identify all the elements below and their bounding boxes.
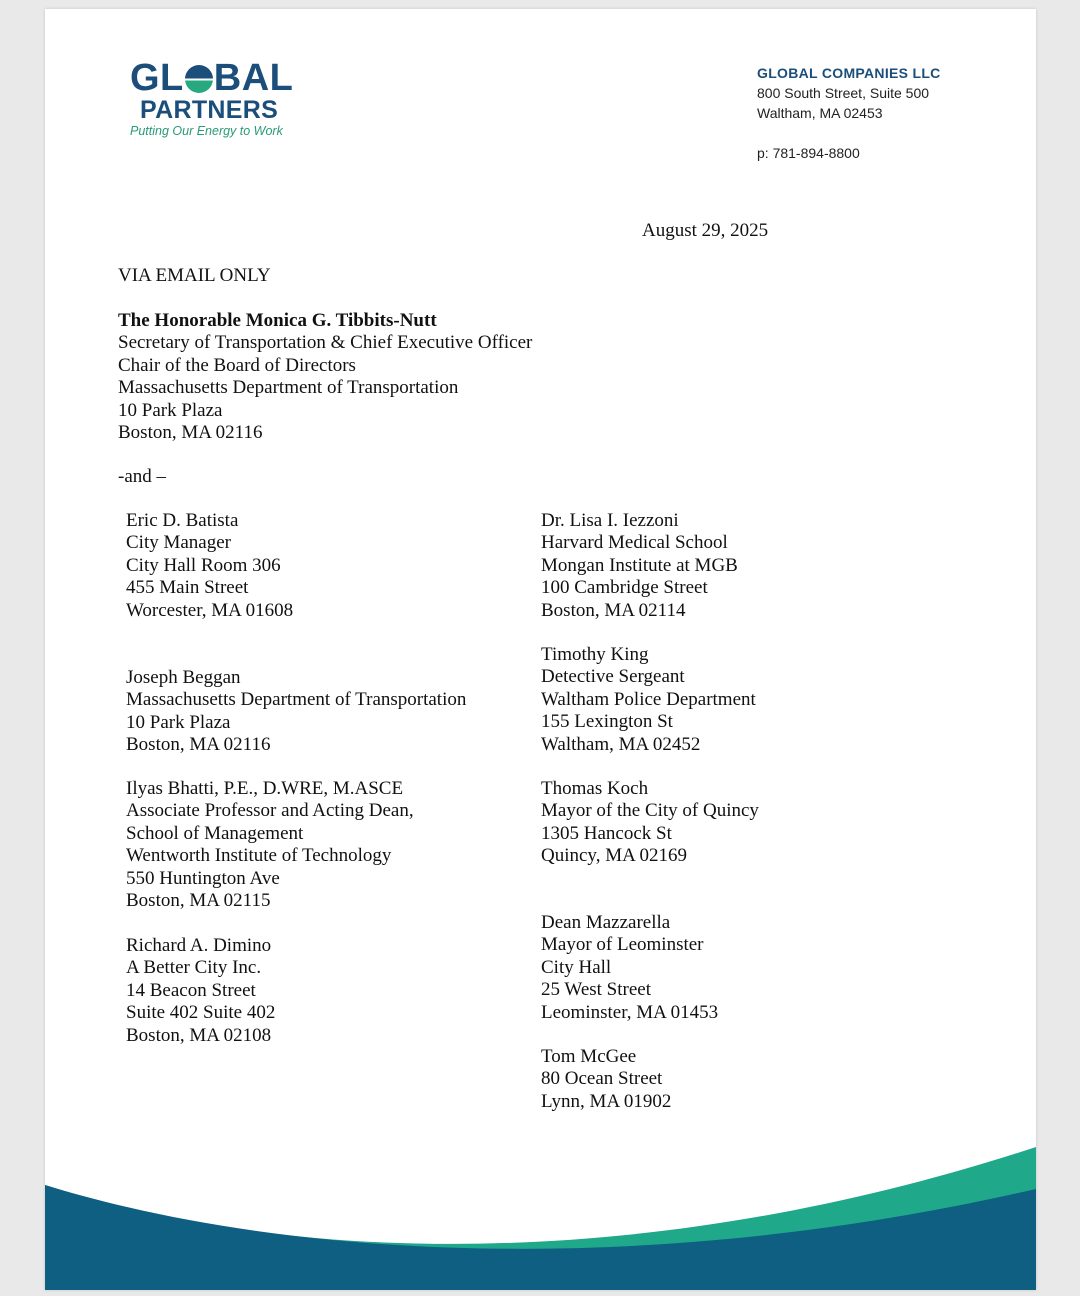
recipient-line: 155 Lexington St xyxy=(541,711,673,733)
letterhead-company: GLOBAL COMPANIES LLC xyxy=(757,65,941,81)
primary-recipient xyxy=(118,310,532,444)
recipient-line: Mongan Institute at MGB xyxy=(541,554,738,576)
recipient-address-block xyxy=(126,935,275,1047)
recipient-line: City Hall Room 306 xyxy=(126,554,281,576)
recipient-line: Waltham Police Department xyxy=(541,688,756,710)
recipient-line: Associate Professor and Acting Dean, xyxy=(126,800,414,822)
recipient-name: Ilyas Bhatti, P.E., D.WRE, M.ASCE xyxy=(126,778,404,799)
logo-globe-icon xyxy=(185,65,213,93)
recipient-address-block xyxy=(126,667,466,757)
recipient-line: City Manager xyxy=(126,532,232,554)
recipient-line: 80 Ocean Street xyxy=(541,1068,663,1090)
primary-recipient-line: Secretary of Transportation & Chief Executive Officer xyxy=(118,332,533,354)
logo-text-bal: BAL xyxy=(213,57,294,99)
recipient-line: Worcester, MA 01608 xyxy=(126,599,294,621)
logo-tagline: Putting Our Energy to Work xyxy=(130,124,283,138)
letter-page xyxy=(45,9,1036,1290)
recipient-name: Tom McGee xyxy=(541,1046,637,1067)
letterhead-contact xyxy=(757,63,941,163)
recipient-line: 100 Cambridge Street xyxy=(541,577,708,599)
primary-recipient-line: Chair of the Board of Directors xyxy=(118,354,356,376)
delivery-method: VIA EMAIL ONLY xyxy=(118,265,271,286)
letterhead-city: Waltham, MA 02453 xyxy=(757,105,883,121)
recipient-address-block xyxy=(126,778,414,912)
recipient-address-block xyxy=(541,510,738,622)
recipient-line: Detective Sergeant xyxy=(541,666,685,688)
recipient-line: A Better City Inc. xyxy=(126,957,262,979)
recipient-address-block xyxy=(541,1046,671,1113)
recipient-line: 550 Huntington Ave xyxy=(126,867,280,889)
and-separator: -and – xyxy=(118,466,167,487)
recipient-line: Massachusetts Department of Transportation xyxy=(126,689,467,711)
recipient-name: Eric D. Batista xyxy=(126,510,239,531)
recipient-name: Richard A. Dimino xyxy=(126,935,272,956)
recipient-line: 25 West Street xyxy=(541,979,651,1001)
primary-recipient-line: 10 Park Plaza xyxy=(118,399,223,421)
primary-recipient-line: Massachusetts Department of Transportation xyxy=(118,377,459,399)
recipient-line: City Hall xyxy=(541,956,612,978)
letterhead-phone: p: 781-894-8800 xyxy=(757,145,860,161)
letter-date: August 29, 2025 xyxy=(642,220,769,241)
recipient-line: Quincy, MA 02169 xyxy=(541,845,688,867)
global-partners-logo xyxy=(130,59,350,138)
recipient-name: Dean Mazzarella xyxy=(541,912,671,933)
recipient-line: 455 Main Street xyxy=(126,577,249,599)
recipient-name: Thomas Koch xyxy=(541,778,649,799)
recipient-line: Mayor of Leominster xyxy=(541,934,704,956)
logo-wordmark xyxy=(130,59,350,97)
recipient-address-block xyxy=(541,644,756,756)
recipient-line: Leominster, MA 01453 xyxy=(541,1001,719,1023)
recipient-line: Boston, MA 02116 xyxy=(126,734,271,756)
recipient-line: Boston, MA 02114 xyxy=(541,599,686,621)
recipient-line: Suite 402 Suite 402 xyxy=(126,1002,276,1024)
recipient-line: Boston, MA 02108 xyxy=(126,1024,272,1046)
recipient-line: 14 Beacon Street xyxy=(126,979,256,1001)
recipient-address-block xyxy=(541,778,759,868)
recipient-line: Mayor of the City of Quincy xyxy=(541,800,759,822)
primary-recipient-line: Boston, MA 02116 xyxy=(118,422,263,444)
letterhead-street: 800 South Street, Suite 500 xyxy=(757,85,930,101)
recipient-address-block xyxy=(541,912,718,1024)
recipient-name: Joseph Beggan xyxy=(126,667,241,688)
recipient-line: Wentworth Institute of Technology xyxy=(126,845,392,867)
recipient-name: Timothy King xyxy=(541,644,649,665)
recipient-line: School of Management xyxy=(126,822,304,844)
recipient-line: Boston, MA 02115 xyxy=(126,890,271,912)
recipient-line: 1305 Hancock St xyxy=(541,822,672,844)
logo-text-gl: GL xyxy=(130,57,184,99)
recipient-address-block xyxy=(126,510,293,622)
recipient-name: Dr. Lisa I. Iezzoni xyxy=(541,510,679,531)
logo-partners: PARTNERS xyxy=(140,96,279,124)
recipient-line: Harvard Medical School xyxy=(541,532,728,554)
footer-wave-graphic xyxy=(45,1119,1036,1290)
recipient-line: Lynn, MA 01902 xyxy=(541,1090,672,1112)
recipient-line: Waltham, MA 02452 xyxy=(541,733,701,755)
recipient-line: 10 Park Plaza xyxy=(126,711,231,733)
primary-recipient-name: The Honorable Monica G. Tibbits-Nutt xyxy=(118,310,437,331)
